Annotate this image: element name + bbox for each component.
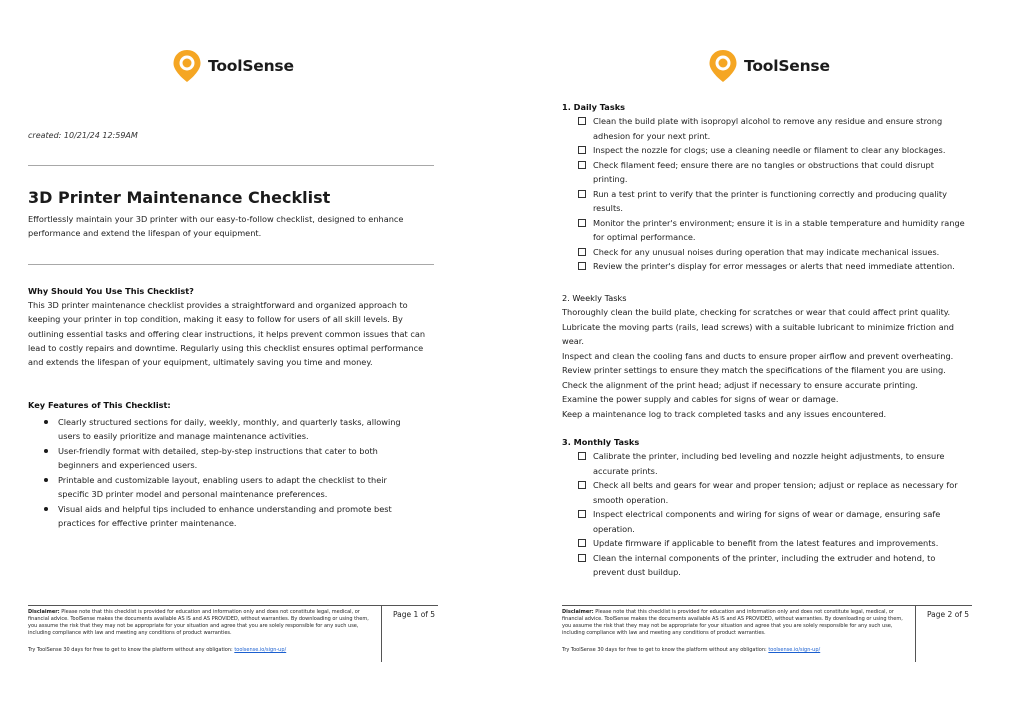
list-item: Thoroughly clean the build plate, checking for scratches or wear that could affect print quality.	[562, 307, 951, 317]
checkbox[interactable]	[578, 539, 586, 547]
why-heading: Why Should You Use This Checklist?	[28, 286, 194, 296]
document-page-2	[512, 0, 1024, 724]
list-item: Examine the power supply and cables for signs of wear or damage.	[562, 394, 839, 404]
why-paragraph: This 3D printer maintenance checklist provides a straightforward and organized approach to keeping your printer in top condition, making it easy to follow for users of all skill levels. By outlining essential tasks and offering clear instructions, it helps prevent common issues that can lead to costly repairs and downtime. Regularly using this checklist ensures optimal performance and extends the lifespan of your equipment, ultimately saving you time and money.	[28, 300, 426, 368]
brand-name: ToolSense	[208, 57, 294, 75]
features-list	[40, 415, 420, 531]
checklist-item[interactable]: Check for any unusual noises during operation that may indicate mechanical issues.	[578, 245, 968, 260]
page-number: Page 2 of 5	[927, 610, 970, 619]
list-item: Clearly structured sections for daily, weekly, monthly, and quarterly tasks, allowing users to easily prioritize and manage maintenance activities.	[40, 415, 420, 443]
checklist-item[interactable]: Monitor the printer's environment; ensure it is in a stable temperature and humidity range for optimal performance.	[578, 216, 968, 245]
created-timestamp: created: 10/21/24 12:59AM	[28, 131, 138, 140]
checkbox[interactable]	[578, 219, 586, 227]
checkbox[interactable]	[578, 248, 586, 256]
disclaimer: Disclaimer: Please note that this checklist is provided for education and information only and does not constitute legal, medical, or financial advice. ToolSense makes the documents available AS IS and AS PROVIDED, without warranties. By downloading or using them, you assume the risk that they may not be appropriate for your situation and agree that you are solely responsible for any such use, including compliance with law and meeting any conditions of product warranties.	[562, 609, 903, 636]
bullet-icon	[44, 420, 48, 424]
features-heading: Key Features of This Checklist:	[28, 400, 171, 410]
trial-note: Try ToolSense 30 days for free to get to know the platform without any obligation: toolsense.io/sign-up/	[28, 647, 287, 653]
footer-vertical-divider	[915, 605, 916, 662]
checklist-item[interactable]: Check filament feed; ensure there are no tangles or obstructions that could disrupt printing.	[578, 158, 968, 187]
checklist-item[interactable]: Calibrate the printer, including bed leveling and nozzle height adjustments, to ensure accurate prints.	[578, 449, 968, 478]
daily-checklist	[578, 114, 968, 274]
divider	[28, 165, 434, 166]
checklist-item[interactable]: Clean the internal components of the printer, including the extruder and hotend, to prevent dust buildup.	[578, 551, 968, 580]
footer-vertical-divider	[381, 605, 382, 662]
list-item: Review printer settings to ensure they match the specifications of the filament you are using.	[562, 365, 946, 375]
checklist-item[interactable]: Inspect electrical components and wiring for signs of wear or damage, ensuring safe operation.	[578, 507, 968, 536]
list-item: Check the alignment of the print head; adjust if necessary to ensure accurate printing.	[562, 379, 918, 390]
checkbox[interactable]	[578, 117, 586, 125]
brand-name: ToolSense	[744, 57, 830, 75]
map-pin-icon	[708, 49, 738, 83]
document-title: 3D Printer Maintenance Checklist	[28, 188, 331, 207]
checklist-item[interactable]: Run a test print to verify that the printer is functioning correctly and producing quality results.	[578, 187, 968, 216]
weekly-list	[562, 305, 974, 421]
checkbox[interactable]	[578, 554, 586, 562]
daily-heading: 1. Daily Tasks	[562, 102, 626, 112]
list-item: Keep a maintenance log to track completed tasks and any issues encountered.	[562, 408, 887, 419]
brand-logo	[708, 49, 830, 83]
bullet-icon	[44, 478, 48, 482]
monthly-heading: 3. Monthly Tasks	[562, 437, 640, 447]
monthly-checklist	[578, 449, 968, 580]
list-item: User-friendly format with detailed, step-by-step instructions that cater to both beginners and experienced users.	[40, 444, 420, 472]
checklist-item[interactable]: Update firmware if applicable to benefit from the latest features and improvements.	[578, 536, 968, 551]
map-pin-icon	[172, 49, 202, 83]
footer-divider	[28, 605, 438, 606]
checklist-item[interactable]: Clean the build plate with isopropyl alcohol to remove any residue and ensure strong adhesion for your next print.	[578, 114, 968, 143]
checkbox[interactable]	[578, 190, 586, 198]
bullet-icon	[44, 449, 48, 453]
brand-logo	[172, 49, 294, 83]
checklist-item[interactable]: Review the printer's display for error messages or alerts that need immediate attention.	[578, 259, 968, 274]
bullet-icon	[44, 507, 48, 511]
page-number: Page 1 of 5	[393, 610, 436, 619]
list-item: Inspect and clean the cooling fans and ducts to ensure proper airflow and prevent overheating.	[562, 350, 954, 361]
checkbox[interactable]	[578, 262, 586, 270]
signup-link[interactable]: toolsense.io/sign-up/	[768, 647, 821, 653]
checkbox[interactable]	[578, 146, 586, 154]
footer-divider	[562, 605, 972, 606]
checkbox[interactable]	[578, 481, 586, 489]
checkbox[interactable]	[578, 510, 586, 518]
signup-link[interactable]: toolsense.io/sign-up/	[234, 647, 287, 653]
weekly-heading: 2. Weekly Tasks	[562, 293, 627, 303]
checklist-item[interactable]: Inspect the nozzle for clogs; use a cleaning needle or filament to clear any blockages.	[578, 143, 968, 158]
checkbox[interactable]	[578, 161, 586, 169]
document-subtitle: Effortlessly maintain your 3D printer with our easy-to-follow checklist, designed to enhance performance and extend the lifespan of your equipment.	[28, 214, 404, 238]
disclaimer: Disclaimer: Please note that this checklist is provided for education and information only and does not constitute legal, medical, or financial advice. ToolSense makes the documents available AS IS and AS PROVIDED, without warranties. By downloading or using them, you assume the risk that they may not be appropriate for your situation and agree that you are solely responsible for any such use, including compliance with law and meeting any conditions of product warranties.	[28, 609, 369, 636]
checklist-item[interactable]: Check all belts and gears for wear and proper tension; adjust or replace as necessary for smooth operation.	[578, 478, 968, 507]
list-item: Lubricate the moving parts (rails, lead screws) with a suitable lubricant to minimize friction and wear.	[562, 321, 955, 346]
list-item: Visual aids and helpful tips included to enhance understanding and promote best practices for effective printer maintenance.	[40, 502, 420, 530]
trial-note: Try ToolSense 30 days for free to get to know the platform without any obligation: toolsense.io/sign-up/	[562, 647, 821, 653]
list-item: Printable and customizable layout, enabling users to adapt the checklist to their specific 3D printer model and personal maintenance preferences.	[40, 473, 420, 501]
checkbox[interactable]	[578, 452, 586, 460]
divider	[28, 264, 434, 265]
